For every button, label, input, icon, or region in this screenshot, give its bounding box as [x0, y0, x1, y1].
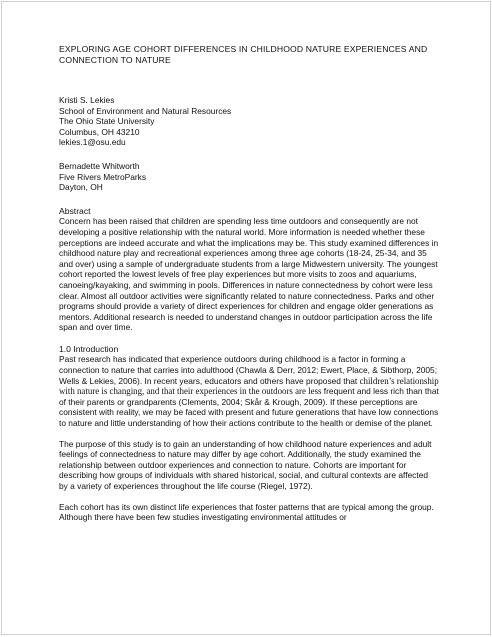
author-name: Bernadette Whitworth	[59, 160, 140, 171]
author-email: lekies.1@osu.edu	[59, 137, 126, 148]
intro-paragraph-1-part-b: frequent and less rich than that of their parents or grandparents (Clements, 2004; Skår & Krough, 2009). If these perceptions are consistent with reality, we may be faced with present and future generations that have low connections to nature and little understanding of how their actions contribute to the health or demise of the planet.	[59, 386, 439, 429]
author-city: Columbus, OH 43210	[59, 126, 140, 137]
introduction-heading: 1.0 Introduction	[59, 343, 119, 354]
abstract-heading: Abstract	[59, 205, 91, 216]
paper-title: EXPLORING AGE COHORT DIFFERENCES IN CHILDHOOD NATURE EXPERIENCES AND CONNECTION TO NATURE	[59, 44, 428, 65]
author-department: School of Environment and Natural Resources	[59, 105, 232, 116]
abstract-text: Concern has been raised that children are spending less time outdoors and consequently are not developing a positive relationship with the natural world. More information is needed whether these perceptions are indeed accurate and what the implications may be. This study examined differences in childhood nature play and recreational experiences among three age cohorts (18-24, 25-34, and 35 and over) using a sample of undergraduate students from a large Midwestern university. The youngest cohort reported the lowest levels of free play experiences but more visits to zoos and aquariums, canoeing/kayaking, and swimming in pools. Differences in nature connectedness by cohort were less clear. Almost all outdoor activities were significantly related to nature connectedness. Parks and other programs should provide a variety of direct experiences for children and engage older generations as mentors. Additional research is needed to understand changes in outdoor participation across the life span and over time.	[59, 216, 439, 333]
intro-paragraph-3: Each cohort has its own distinct life experiences that foster patterns that are typical among the group. Although there have been few studies investigating environmental attitudes or	[59, 501, 434, 523]
author-block-1	[59, 95, 439, 148]
intro-paragraph-1	[59, 354, 439, 428]
intro-paragraph-1-part-a: Past research has indicated that experience outdoors during childhood is a factor in forming a connection to nature that carries into adulthood (Chawla & Derr, 2012; Ewert, Place, & Sibthorp, 2005; Wells & Lekies, 2006). In recent years, educators and others have proposed that	[59, 354, 438, 386]
author-city: Dayton, OH	[59, 182, 103, 193]
author-block-2	[59, 161, 439, 193]
author-university: The Ohio State University	[59, 116, 155, 127]
page-content	[59, 44, 439, 523]
document-page	[1, 1, 491, 635]
intro-paragraph-1-serif-line: children’s relationship with nature is changing, and that their experiences in the outdoors are less	[59, 375, 439, 397]
author-name: Kristi S. Lekies	[59, 95, 115, 105]
intro-paragraph-2: The purpose of this study is to gain an understanding of how childhood nature experiences and adult feelings of connectedness to nature may differ by age cohort. Additionally, the study examined the relationship between outdoor experiences and connection to nature. Cohorts are important for describing how groups of individuals with shared historical, social, and cultural contexts are affected by a variety of experiences throughout the life course (Riegel, 1972).	[59, 438, 432, 491]
author-organization: Five Rivers MetroParks	[59, 171, 147, 182]
